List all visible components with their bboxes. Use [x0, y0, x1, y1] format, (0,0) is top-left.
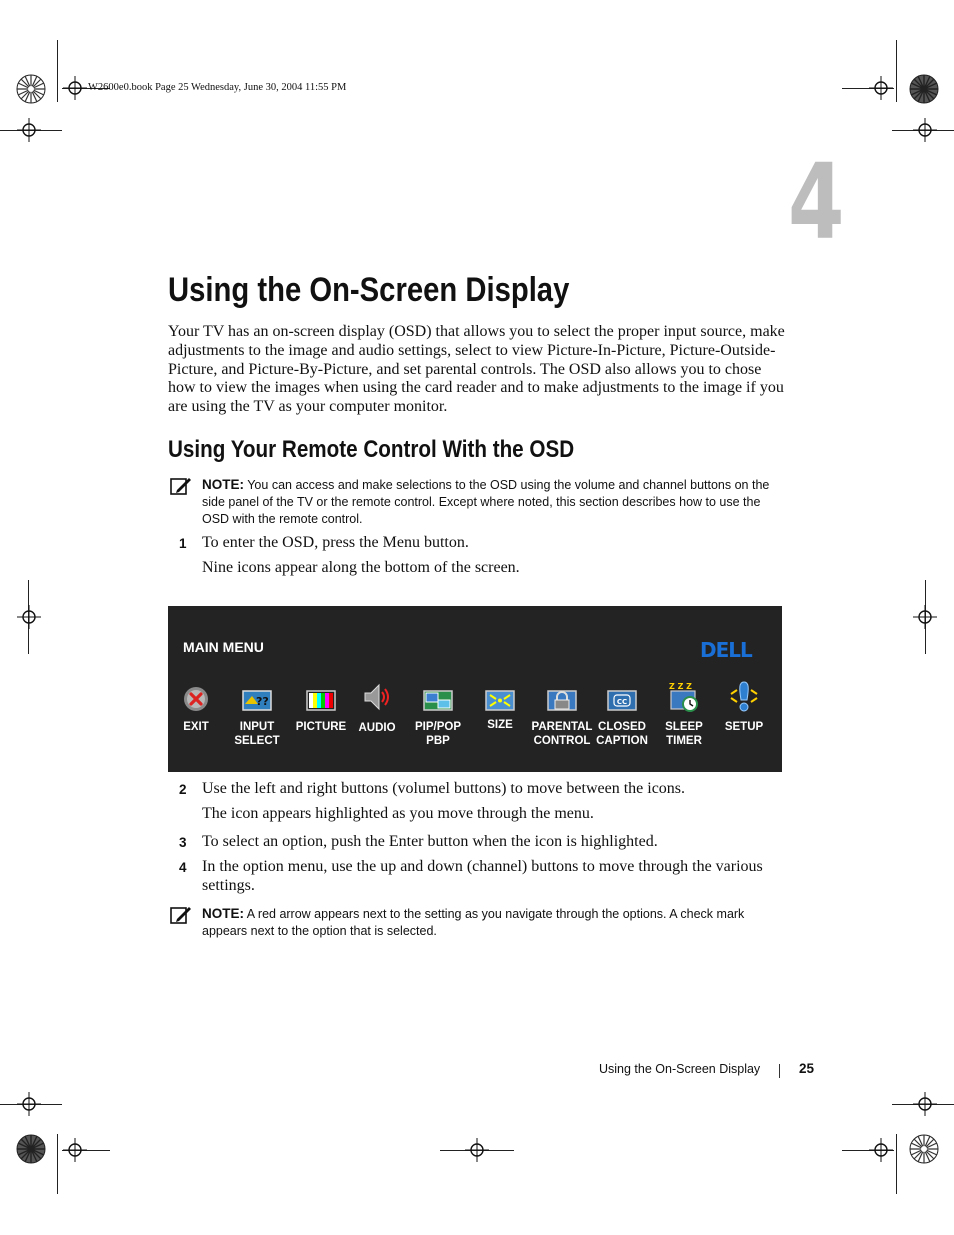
step-number: 1	[179, 536, 187, 551]
registration-target-icon	[869, 1138, 893, 1162]
registration-target-icon	[913, 1092, 937, 1116]
note-pencil-icon	[170, 905, 192, 925]
registration-target-icon	[869, 76, 893, 100]
osd-item-setup[interactable]	[718, 682, 770, 734]
registration-target-icon	[17, 605, 41, 629]
crop-mark	[896, 1134, 897, 1194]
step-text-post: button when the icon is highlighted.	[423, 833, 658, 850]
osd-item-label: CLOSED CAPTION	[596, 721, 648, 747]
osd-item-label: PIP/POP PBP	[414, 721, 462, 747]
osd-item-label: EXIT	[183, 721, 209, 733]
note-block	[202, 905, 777, 940]
osd-item-label: SIZE	[487, 719, 513, 731]
exit-icon	[183, 686, 209, 712]
chapter-number: 4	[788, 141, 845, 263]
svg-text:Z Z Z: Z Z Z	[669, 682, 692, 691]
note-block	[202, 476, 777, 529]
starburst-target-icon	[16, 1134, 46, 1164]
dell-logo-icon	[700, 640, 764, 660]
svg-text:??: ??	[256, 695, 269, 708]
picture-icon	[306, 690, 336, 712]
step-text-pre: To select an option, push the	[202, 833, 389, 850]
osd-item-audio[interactable]	[354, 682, 400, 735]
step-subtext: The icon appears highlighted as you move through the menu.	[202, 805, 594, 822]
section-title: Using Your Remote Control With the OSD	[168, 436, 575, 463]
osd-item-label: PICTURE	[295, 721, 347, 733]
osd-main-menu-screenshot	[168, 606, 782, 772]
note-text: You can access and make selections to the OSD using the volume and channel buttons on the side panel of the TV or the remote control. Except where noted, this section describes how to use the OSD with the remote control.	[202, 478, 770, 527]
osd-item-pip-pop-pbp[interactable]	[408, 682, 468, 748]
pip-icon	[423, 690, 453, 712]
footer-separator	[779, 1064, 780, 1078]
crop-mark	[896, 40, 897, 102]
chapter-title: Using the On-Screen Display	[168, 271, 570, 309]
input-select-icon	[242, 690, 272, 712]
crop-mark	[57, 1134, 58, 1194]
step-subtext: Nine icons appear along the bottom of the screen.	[202, 559, 520, 576]
osd-item-exit[interactable]	[172, 682, 220, 734]
osd-item-picture[interactable]	[292, 682, 350, 734]
registration-target-icon	[63, 1138, 87, 1162]
size-icon	[485, 690, 515, 712]
osd-item-label: SETUP	[724, 721, 764, 733]
svg-text:DELL: DELL	[700, 640, 752, 660]
enter-key: Enter	[388, 833, 424, 850]
osd-item-size[interactable]	[476, 682, 524, 732]
audio-icon	[361, 682, 393, 712]
page-number: 25	[799, 1061, 815, 1076]
note-pencil-icon	[170, 476, 192, 496]
closed-caption-icon	[607, 690, 637, 712]
starburst-target-icon	[16, 74, 46, 104]
registration-target-icon	[913, 118, 937, 142]
osd-item-label: AUDIO	[358, 722, 396, 734]
osd-item-label: SLEEP TIMER	[665, 721, 703, 747]
svg-text:CC: CC	[616, 698, 628, 706]
step-text: In the option menu, use the up and down (channel) buttons to move through the various settings.	[202, 858, 763, 894]
step-number: 2	[179, 782, 187, 797]
setup-icon	[729, 680, 759, 712]
registration-target-icon	[17, 118, 41, 142]
menu-key: Menu	[382, 534, 420, 551]
note-label: NOTE:	[202, 906, 244, 921]
registration-target-icon	[17, 1092, 41, 1116]
crop-mark	[57, 40, 58, 102]
intro-paragraph: Your TV has an on-screen display (OSD) that allows you to select the proper input source, make adjustments to the image and audio settings, select to view Picture-In-Picture, Picture-Outside-Picture, and Picture-By-Picture, and set parental controls. The OSD also allows you to chose how to view the images when using the card reader and to make adjustments to the image if you are using the TV as your computer monitor.	[168, 323, 785, 416]
registration-target-icon	[63, 76, 87, 100]
step-text-post: button.	[419, 534, 469, 551]
osd-item-input-select[interactable]	[226, 682, 288, 748]
registration-target-icon	[913, 605, 937, 629]
osd-item-closed-caption[interactable]	[592, 682, 652, 748]
osd-item-label: PARENTAL CONTROL	[531, 721, 593, 747]
registration-target-icon	[465, 1138, 489, 1162]
step-text	[202, 833, 658, 852]
print-header-stamp: W2600e0.book Page 25 Wednesday, June 30, 2004 11:55 PM	[88, 82, 347, 93]
parental-control-icon	[547, 688, 577, 712]
step-text	[202, 534, 469, 553]
note-text: A red arrow appears next to the setting as you navigate through the options. A check mark appears next to the option that is selected.	[202, 907, 745, 939]
step-text-pre: To enter the OSD, press the	[202, 534, 383, 551]
osd-item-label: INPUT SELECT	[234, 721, 280, 747]
osd-item-sleep-timer[interactable]	[656, 682, 712, 748]
footer-chapter-title: Using the On-Screen Display	[599, 1062, 761, 1076]
step-number: 3	[179, 835, 187, 850]
osd-item-parental-control[interactable]	[528, 682, 596, 748]
step-number: 4	[179, 860, 187, 875]
sleep-timer-icon	[668, 680, 700, 712]
starburst-target-icon	[909, 74, 939, 104]
starburst-target-icon	[909, 1134, 939, 1164]
note-label: NOTE:	[202, 477, 244, 492]
osd-title: MAIN MENU	[183, 639, 264, 655]
step-text: Use the left and right buttons (volumel buttons) to move between the icons.	[202, 780, 686, 797]
